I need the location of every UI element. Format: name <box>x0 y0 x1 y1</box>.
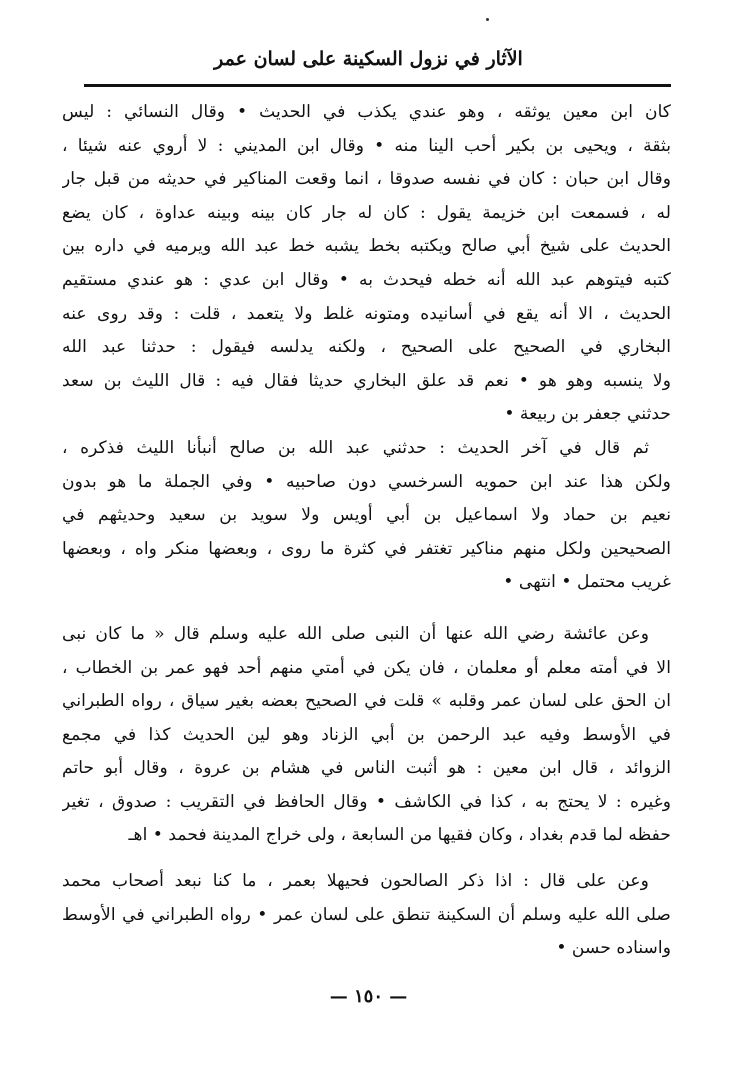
running-header: الآثار في نزول السكينة على لسان عمر <box>214 48 523 70</box>
text-line: كان ابن معين يوثقه ، وهو عندي يكذب في الحديث • وقال النسائي : ليس <box>62 102 671 122</box>
paragraph-4 <box>62 865 671 966</box>
paragraph-1 <box>62 96 671 432</box>
text-line: الحديث ، الا أنه يقع في أسانيده ومتونه غلط ولا يتعمد ، قلت : وقد روى عنه <box>62 303 671 324</box>
text-line: وغيره : لا يحتج به ، كذا في الكاشف • وقال الحافظ في التقريب : صدوق ، تغير <box>62 791 671 812</box>
paragraph-3 <box>62 618 671 853</box>
text-line: ولكن هذا عند ابن حمويه السرخسي دون صاحبيه • وفي الجملة ما هو بدون <box>62 471 671 492</box>
text-line: البخاري في الصحيح على الصحيح ، ولكنه يدلسه فيقول : حدثنا عبد الله <box>62 337 671 358</box>
text-line: بثقة ، ويحيى بن بكير أحب الينا منه • وقال ابن المديني : لا أروي عنه شيئا ، <box>62 135 671 156</box>
text-line: وقال ابن حبان : كان في نفسه صدوقا ، انما وقعت المناكير في حديثه من قبل جار <box>62 169 671 190</box>
page-number: — ١٥٠ — <box>329 986 408 1007</box>
print-speck <box>486 18 489 21</box>
text-line: ثم قال في آخر الحديث : حدثني عبد الله بن صالح أنبأنا الليث فذكره ، <box>62 437 649 458</box>
text-line: صلى الله عليه وسلم أن السكينة تنطق على لسان عمر • رواه الطبراني في الأوسط <box>62 904 671 925</box>
paragraph-2 <box>62 432 671 600</box>
text-line: وعن على قال : اذا ذكر الصالحون فحيهلا بعمر ، ما كنا نبعد أصحاب محمد <box>62 871 649 892</box>
text-line: نعيم بن حماد ولا اسماعيل بن أبي أويس ولا سويد بن سعيد وحديثهم في <box>62 505 671 526</box>
body-text <box>62 96 671 966</box>
text-line: ان الحق على لسان عمر وقلبه » قلت في الصحيح بعضه بغير سياق ، رواه الطبراني <box>62 691 671 712</box>
text-line: الحديث على شيخ أبي صالح ويكتبه بخط يشبه خط عبد الله ويرميه في داره بين <box>62 236 671 257</box>
header-rule <box>84 84 671 87</box>
text-line: الزوائد ، قال ابن معين : هو أثبت الناس في هشام بن عروة ، وقال أبو حاتم <box>62 758 671 779</box>
text-line: غريب محتمل • انتهى • <box>503 572 671 593</box>
text-line: له ، فسمعت ابن خزيمة يقول : كان له جار كان بينه وبينه عداوة ، كان يضع <box>62 202 671 223</box>
text-line: وعن عائشة رضي الله عنها أن النبى صلى الله عليه وسلم قال « ما كان نبى <box>62 623 649 644</box>
text-line: حفظه لما قدم بغداد ، وكان فقيها من السابعة ، ولى خراج المدينة فحمد • اهـ <box>128 825 671 846</box>
text-line: حدثني جعفر بن ربيعة • <box>504 404 671 425</box>
text-line: الصحيحين ولكل منهم مناكير تغتفر في كثرة ما روى ، وبعضها منكر واه ، وبعضها <box>62 538 671 559</box>
text-line: واسناده حسن • <box>556 938 671 959</box>
text-line: ولا ينسبه وهو هو • نعم قد علق البخاري حديثا فقال فيه : قال الليث بن سعد <box>62 370 671 391</box>
text-line: الا في أمته معلم أو معلمان ، فان يكن في أمتي منهم أحد فهو عمر بن الخطاب ، <box>62 657 671 678</box>
text-line: في الأوسط وفيه عبد الرحمن بن أبي الزناد وهو لين الحديث كذا في مجمع <box>62 724 671 745</box>
text-line: كتبه فيتوهم عبد الله أنه خطه فيحدث به • وقال ابن عدي : هو عندي مستقيم <box>62 269 671 290</box>
